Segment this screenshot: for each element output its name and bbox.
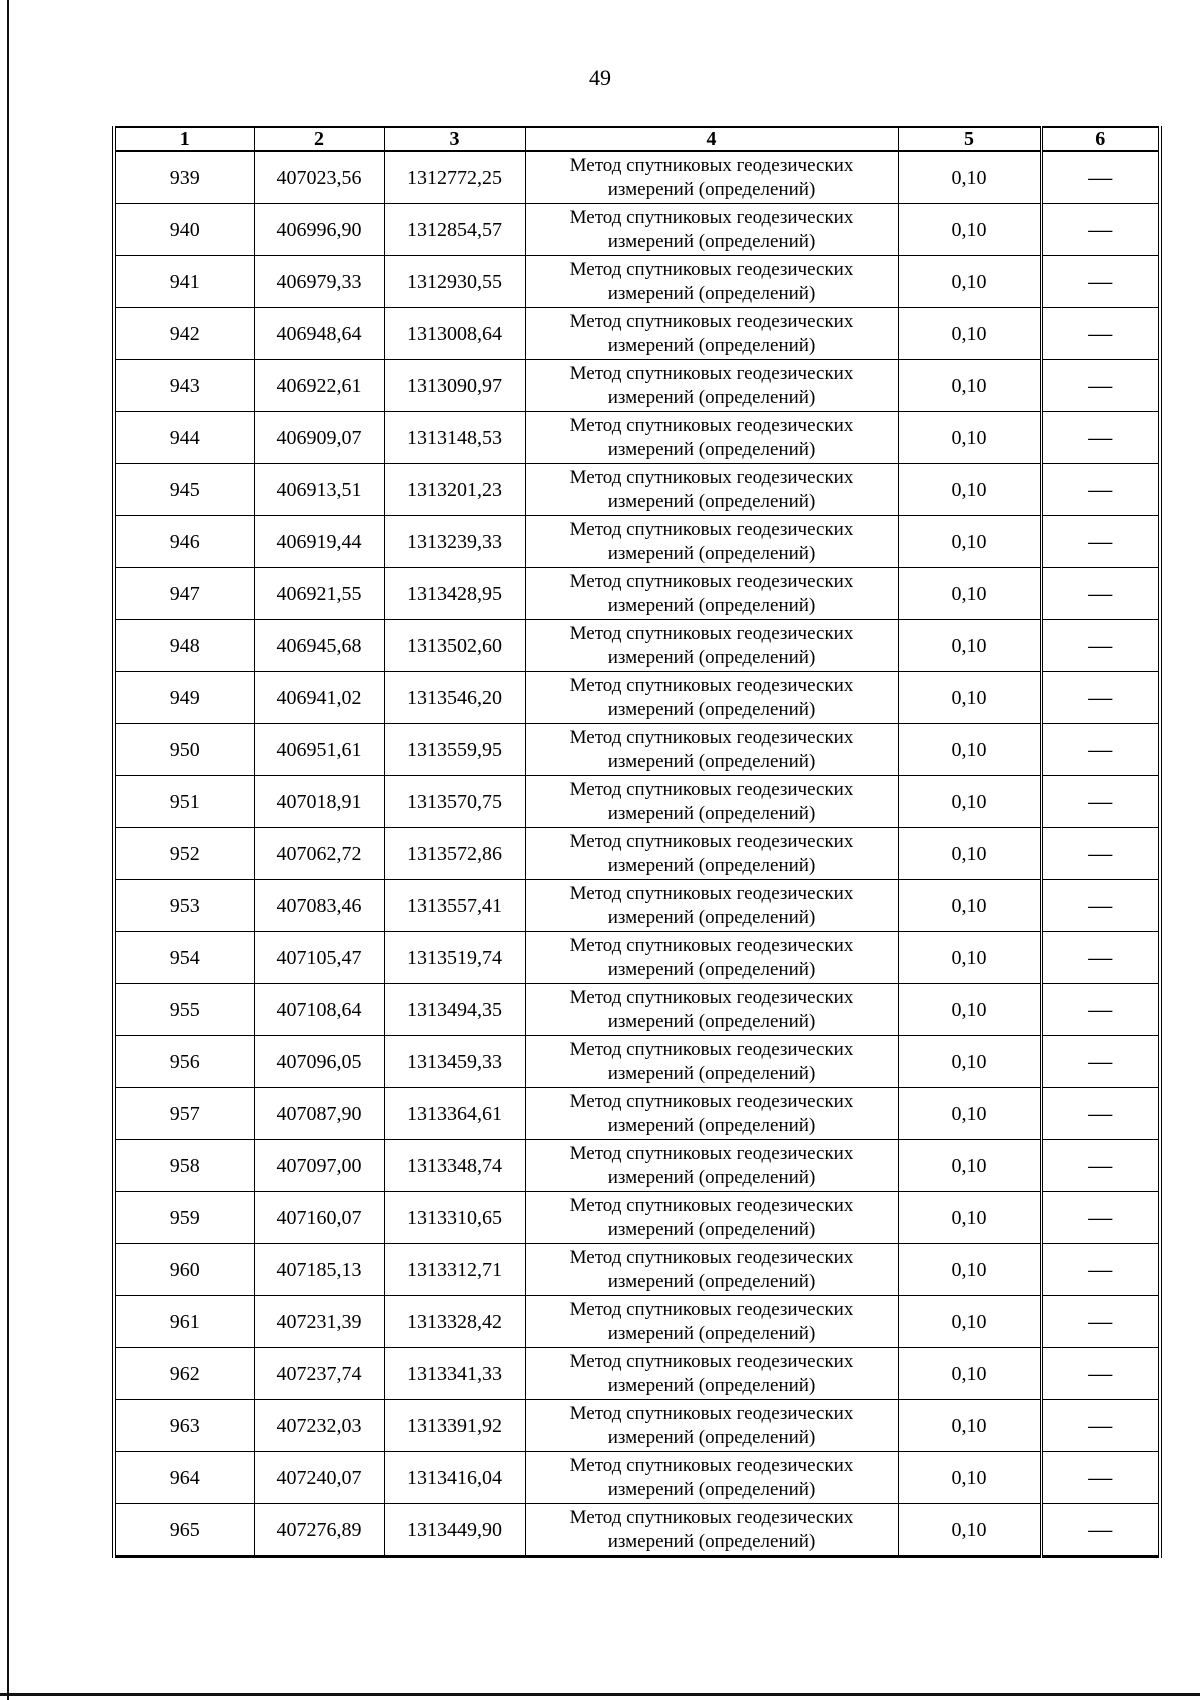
y-coordinate-cell: 1313459,33 bbox=[384, 1036, 525, 1088]
method-cell: Метод спутниковых геодезических измерений (определений) bbox=[525, 1244, 898, 1296]
point-number-cell: 962 bbox=[114, 1348, 254, 1400]
y-coordinate-cell: 1313449,90 bbox=[384, 1504, 525, 1557]
accuracy-cell: 0,10 bbox=[898, 1504, 1041, 1557]
y-coordinate-cell: 1313341,33 bbox=[384, 1348, 525, 1400]
table-row bbox=[114, 1452, 1160, 1504]
x-coordinate-cell: 407087,90 bbox=[254, 1088, 384, 1140]
x-coordinate-cell: 407237,74 bbox=[254, 1348, 384, 1400]
x-coordinate-cell: 406922,61 bbox=[254, 360, 384, 412]
column-header-6: 6 bbox=[1041, 127, 1160, 151]
point-number-cell: 947 bbox=[114, 568, 254, 620]
table-row bbox=[114, 1244, 1160, 1296]
note-cell: — bbox=[1041, 568, 1160, 620]
note-cell: — bbox=[1041, 1192, 1160, 1244]
page-number: 49 bbox=[589, 65, 611, 90]
method-cell: Метод спутниковых геодезических измерений (определений) bbox=[525, 1452, 898, 1504]
table-row bbox=[114, 308, 1160, 360]
x-coordinate-cell: 407018,91 bbox=[254, 776, 384, 828]
note-cell: — bbox=[1041, 204, 1160, 256]
y-coordinate-cell: 1313416,04 bbox=[384, 1452, 525, 1504]
note-cell: — bbox=[1041, 932, 1160, 984]
note-cell: — bbox=[1041, 724, 1160, 776]
accuracy-cell: 0,10 bbox=[898, 1036, 1041, 1088]
y-coordinate-cell: 1313328,42 bbox=[384, 1296, 525, 1348]
scan-edge-bottom-line bbox=[0, 1693, 1200, 1696]
point-number-cell: 959 bbox=[114, 1192, 254, 1244]
y-coordinate-cell: 1313572,86 bbox=[384, 828, 525, 880]
accuracy-cell: 0,10 bbox=[898, 1140, 1041, 1192]
y-coordinate-cell: 1313570,75 bbox=[384, 776, 525, 828]
y-coordinate-cell: 1313201,23 bbox=[384, 464, 525, 516]
column-header-3: 3 bbox=[384, 127, 525, 151]
x-coordinate-cell: 407083,46 bbox=[254, 880, 384, 932]
table-row bbox=[114, 672, 1160, 724]
table-row bbox=[114, 412, 1160, 464]
accuracy-cell: 0,10 bbox=[898, 1296, 1041, 1348]
table-row bbox=[114, 620, 1160, 672]
point-number-cell: 941 bbox=[114, 256, 254, 308]
method-cell: Метод спутниковых геодезических измерений (определений) bbox=[525, 1296, 898, 1348]
x-coordinate-cell: 406941,02 bbox=[254, 672, 384, 724]
x-coordinate-cell: 407231,39 bbox=[254, 1296, 384, 1348]
y-coordinate-cell: 1313364,61 bbox=[384, 1088, 525, 1140]
accuracy-cell: 0,10 bbox=[898, 880, 1041, 932]
y-coordinate-cell: 1313557,41 bbox=[384, 880, 525, 932]
x-coordinate-cell: 406913,51 bbox=[254, 464, 384, 516]
note-cell: — bbox=[1041, 776, 1160, 828]
y-coordinate-cell: 1313559,95 bbox=[384, 724, 525, 776]
table-row bbox=[114, 880, 1160, 932]
point-number-cell: 951 bbox=[114, 776, 254, 828]
table-row bbox=[114, 204, 1160, 256]
x-coordinate-cell: 407108,64 bbox=[254, 984, 384, 1036]
method-cell: Метод спутниковых геодезических измерений (определений) bbox=[525, 256, 898, 308]
method-cell: Метод спутниковых геодезических измерений (определений) bbox=[525, 620, 898, 672]
x-coordinate-cell: 407062,72 bbox=[254, 828, 384, 880]
x-coordinate-cell: 406921,55 bbox=[254, 568, 384, 620]
x-coordinate-cell: 407160,07 bbox=[254, 1192, 384, 1244]
method-cell: Метод спутниковых геодезических измерений (определений) bbox=[525, 1504, 898, 1557]
note-cell: — bbox=[1041, 1400, 1160, 1452]
note-cell: — bbox=[1041, 308, 1160, 360]
y-coordinate-cell: 1313239,33 bbox=[384, 516, 525, 568]
note-cell: — bbox=[1041, 1348, 1160, 1400]
point-number-cell: 956 bbox=[114, 1036, 254, 1088]
y-coordinate-cell: 1313148,53 bbox=[384, 412, 525, 464]
column-header-1: 1 bbox=[114, 127, 254, 151]
table-row bbox=[114, 984, 1160, 1036]
method-cell: Метод спутниковых геодезических измерений (определений) bbox=[525, 360, 898, 412]
method-cell: Метод спутниковых геодезических измерений (определений) bbox=[525, 828, 898, 880]
note-cell: — bbox=[1041, 984, 1160, 1036]
point-number-cell: 958 bbox=[114, 1140, 254, 1192]
point-number-cell: 960 bbox=[114, 1244, 254, 1296]
method-cell: Метод спутниковых геодезических измерений (определений) bbox=[525, 204, 898, 256]
x-coordinate-cell: 406945,68 bbox=[254, 620, 384, 672]
table-row bbox=[114, 828, 1160, 880]
point-number-cell: 942 bbox=[114, 308, 254, 360]
table-row bbox=[114, 1348, 1160, 1400]
method-cell: Метод спутниковых геодезических измерений (определений) bbox=[525, 932, 898, 984]
method-cell: Метод спутниковых геодезических измерений (определений) bbox=[525, 1348, 898, 1400]
point-number-cell: 940 bbox=[114, 204, 254, 256]
y-coordinate-cell: 1312854,57 bbox=[384, 204, 525, 256]
scan-edge-left-line bbox=[7, 0, 9, 1700]
table-row bbox=[114, 360, 1160, 412]
table-row bbox=[114, 256, 1160, 308]
x-coordinate-cell: 407023,56 bbox=[254, 151, 384, 204]
x-coordinate-cell: 406909,07 bbox=[254, 412, 384, 464]
accuracy-cell: 0,10 bbox=[898, 1452, 1041, 1504]
y-coordinate-cell: 1313519,74 bbox=[384, 932, 525, 984]
accuracy-cell: 0,10 bbox=[898, 151, 1041, 204]
x-coordinate-cell: 406951,61 bbox=[254, 724, 384, 776]
point-number-cell: 955 bbox=[114, 984, 254, 1036]
x-coordinate-cell: 407096,05 bbox=[254, 1036, 384, 1088]
coordinates-table bbox=[112, 126, 1162, 1558]
accuracy-cell: 0,10 bbox=[898, 568, 1041, 620]
table-row bbox=[114, 1140, 1160, 1192]
accuracy-cell: 0,10 bbox=[898, 1400, 1041, 1452]
table-header-row bbox=[114, 127, 1160, 151]
method-cell: Метод спутниковых геодезических измерений (определений) bbox=[525, 776, 898, 828]
note-cell: — bbox=[1041, 880, 1160, 932]
note-cell: — bbox=[1041, 672, 1160, 724]
note-cell: — bbox=[1041, 1244, 1160, 1296]
point-number-cell: 950 bbox=[114, 724, 254, 776]
accuracy-cell: 0,10 bbox=[898, 412, 1041, 464]
y-coordinate-cell: 1313494,35 bbox=[384, 984, 525, 1036]
point-number-cell: 939 bbox=[114, 151, 254, 204]
method-cell: Метод спутниковых геодезических измерений (определений) bbox=[525, 1192, 898, 1244]
accuracy-cell: 0,10 bbox=[898, 308, 1041, 360]
method-cell: Метод спутниковых геодезических измерений (определений) bbox=[525, 984, 898, 1036]
method-cell: Метод спутниковых геодезических измерений (определений) bbox=[525, 672, 898, 724]
note-cell: — bbox=[1041, 256, 1160, 308]
point-number-cell: 965 bbox=[114, 1504, 254, 1557]
table-row bbox=[114, 724, 1160, 776]
method-cell: Метод спутниковых геодезических измерений (определений) bbox=[525, 308, 898, 360]
table-row bbox=[114, 151, 1160, 204]
accuracy-cell: 0,10 bbox=[898, 672, 1041, 724]
method-cell: Метод спутниковых геодезических измерений (определений) bbox=[525, 880, 898, 932]
x-coordinate-cell: 407097,00 bbox=[254, 1140, 384, 1192]
y-coordinate-cell: 1313310,65 bbox=[384, 1192, 525, 1244]
accuracy-cell: 0,10 bbox=[898, 984, 1041, 1036]
method-cell: Метод спутниковых геодезических измерений (определений) bbox=[525, 151, 898, 204]
y-coordinate-cell: 1313348,74 bbox=[384, 1140, 525, 1192]
method-cell: Метод спутниковых геодезических измерений (определений) bbox=[525, 1140, 898, 1192]
point-number-cell: 946 bbox=[114, 516, 254, 568]
x-coordinate-cell: 407276,89 bbox=[254, 1504, 384, 1557]
accuracy-cell: 0,10 bbox=[898, 1244, 1041, 1296]
note-cell: — bbox=[1041, 620, 1160, 672]
x-coordinate-cell: 407232,03 bbox=[254, 1400, 384, 1452]
column-header-2: 2 bbox=[254, 127, 384, 151]
x-coordinate-cell: 407185,13 bbox=[254, 1244, 384, 1296]
x-coordinate-cell: 407240,07 bbox=[254, 1452, 384, 1504]
note-cell: — bbox=[1041, 1296, 1160, 1348]
method-cell: Метод спутниковых геодезических измерений (определений) bbox=[525, 516, 898, 568]
table-row bbox=[114, 1400, 1160, 1452]
accuracy-cell: 0,10 bbox=[898, 1088, 1041, 1140]
method-cell: Метод спутниковых геодезических измерений (определений) bbox=[525, 1088, 898, 1140]
y-coordinate-cell: 1312772,25 bbox=[384, 151, 525, 204]
accuracy-cell: 0,10 bbox=[898, 1192, 1041, 1244]
point-number-cell: 943 bbox=[114, 360, 254, 412]
point-number-cell: 949 bbox=[114, 672, 254, 724]
x-coordinate-cell: 406919,44 bbox=[254, 516, 384, 568]
accuracy-cell: 0,10 bbox=[898, 1348, 1041, 1400]
method-cell: Метод спутниковых геодезических измерений (определений) bbox=[525, 724, 898, 776]
point-number-cell: 945 bbox=[114, 464, 254, 516]
point-number-cell: 964 bbox=[114, 1452, 254, 1504]
method-cell: Метод спутниковых геодезических измерений (определений) bbox=[525, 568, 898, 620]
accuracy-cell: 0,10 bbox=[898, 724, 1041, 776]
note-cell: — bbox=[1041, 1088, 1160, 1140]
y-coordinate-cell: 1313312,71 bbox=[384, 1244, 525, 1296]
accuracy-cell: 0,10 bbox=[898, 464, 1041, 516]
y-coordinate-cell: 1313502,60 bbox=[384, 620, 525, 672]
note-cell: — bbox=[1041, 1504, 1160, 1557]
note-cell: — bbox=[1041, 464, 1160, 516]
table-row bbox=[114, 1504, 1160, 1557]
accuracy-cell: 0,10 bbox=[898, 204, 1041, 256]
table-row bbox=[114, 1088, 1160, 1140]
point-number-cell: 954 bbox=[114, 932, 254, 984]
table-row bbox=[114, 1296, 1160, 1348]
point-number-cell: 944 bbox=[114, 412, 254, 464]
note-cell: — bbox=[1041, 1140, 1160, 1192]
y-coordinate-cell: 1313391,92 bbox=[384, 1400, 525, 1452]
accuracy-cell: 0,10 bbox=[898, 620, 1041, 672]
note-cell: — bbox=[1041, 360, 1160, 412]
x-coordinate-cell: 406996,90 bbox=[254, 204, 384, 256]
y-coordinate-cell: 1313090,97 bbox=[384, 360, 525, 412]
table-row bbox=[114, 1192, 1160, 1244]
y-coordinate-cell: 1313428,95 bbox=[384, 568, 525, 620]
accuracy-cell: 0,10 bbox=[898, 932, 1041, 984]
table-row bbox=[114, 776, 1160, 828]
point-number-cell: 953 bbox=[114, 880, 254, 932]
column-header-4: 4 bbox=[525, 127, 898, 151]
accuracy-cell: 0,10 bbox=[898, 828, 1041, 880]
table-row bbox=[114, 464, 1160, 516]
note-cell: — bbox=[1041, 151, 1160, 204]
method-cell: Метод спутниковых геодезических измерений (определений) bbox=[525, 464, 898, 516]
table-row bbox=[114, 568, 1160, 620]
table-body bbox=[114, 151, 1160, 1557]
table-row bbox=[114, 932, 1160, 984]
x-coordinate-cell: 406979,33 bbox=[254, 256, 384, 308]
accuracy-cell: 0,10 bbox=[898, 360, 1041, 412]
note-cell: — bbox=[1041, 516, 1160, 568]
x-coordinate-cell: 406948,64 bbox=[254, 308, 384, 360]
point-number-cell: 963 bbox=[114, 1400, 254, 1452]
table-row bbox=[114, 1036, 1160, 1088]
y-coordinate-cell: 1313008,64 bbox=[384, 308, 525, 360]
note-cell: — bbox=[1041, 1452, 1160, 1504]
point-number-cell: 957 bbox=[114, 1088, 254, 1140]
y-coordinate-cell: 1313546,20 bbox=[384, 672, 525, 724]
note-cell: — bbox=[1041, 412, 1160, 464]
accuracy-cell: 0,10 bbox=[898, 516, 1041, 568]
table-row bbox=[114, 516, 1160, 568]
method-cell: Метод спутниковых геодезических измерений (определений) bbox=[525, 1400, 898, 1452]
point-number-cell: 961 bbox=[114, 1296, 254, 1348]
method-cell: Метод спутниковых геодезических измерений (определений) bbox=[525, 412, 898, 464]
note-cell: — bbox=[1041, 828, 1160, 880]
point-number-cell: 948 bbox=[114, 620, 254, 672]
point-number-cell: 952 bbox=[114, 828, 254, 880]
method-cell: Метод спутниковых геодезических измерений (определений) bbox=[525, 1036, 898, 1088]
column-header-5: 5 bbox=[898, 127, 1041, 151]
note-cell: — bbox=[1041, 1036, 1160, 1088]
accuracy-cell: 0,10 bbox=[898, 256, 1041, 308]
accuracy-cell: 0,10 bbox=[898, 776, 1041, 828]
x-coordinate-cell: 407105,47 bbox=[254, 932, 384, 984]
y-coordinate-cell: 1312930,55 bbox=[384, 256, 525, 308]
